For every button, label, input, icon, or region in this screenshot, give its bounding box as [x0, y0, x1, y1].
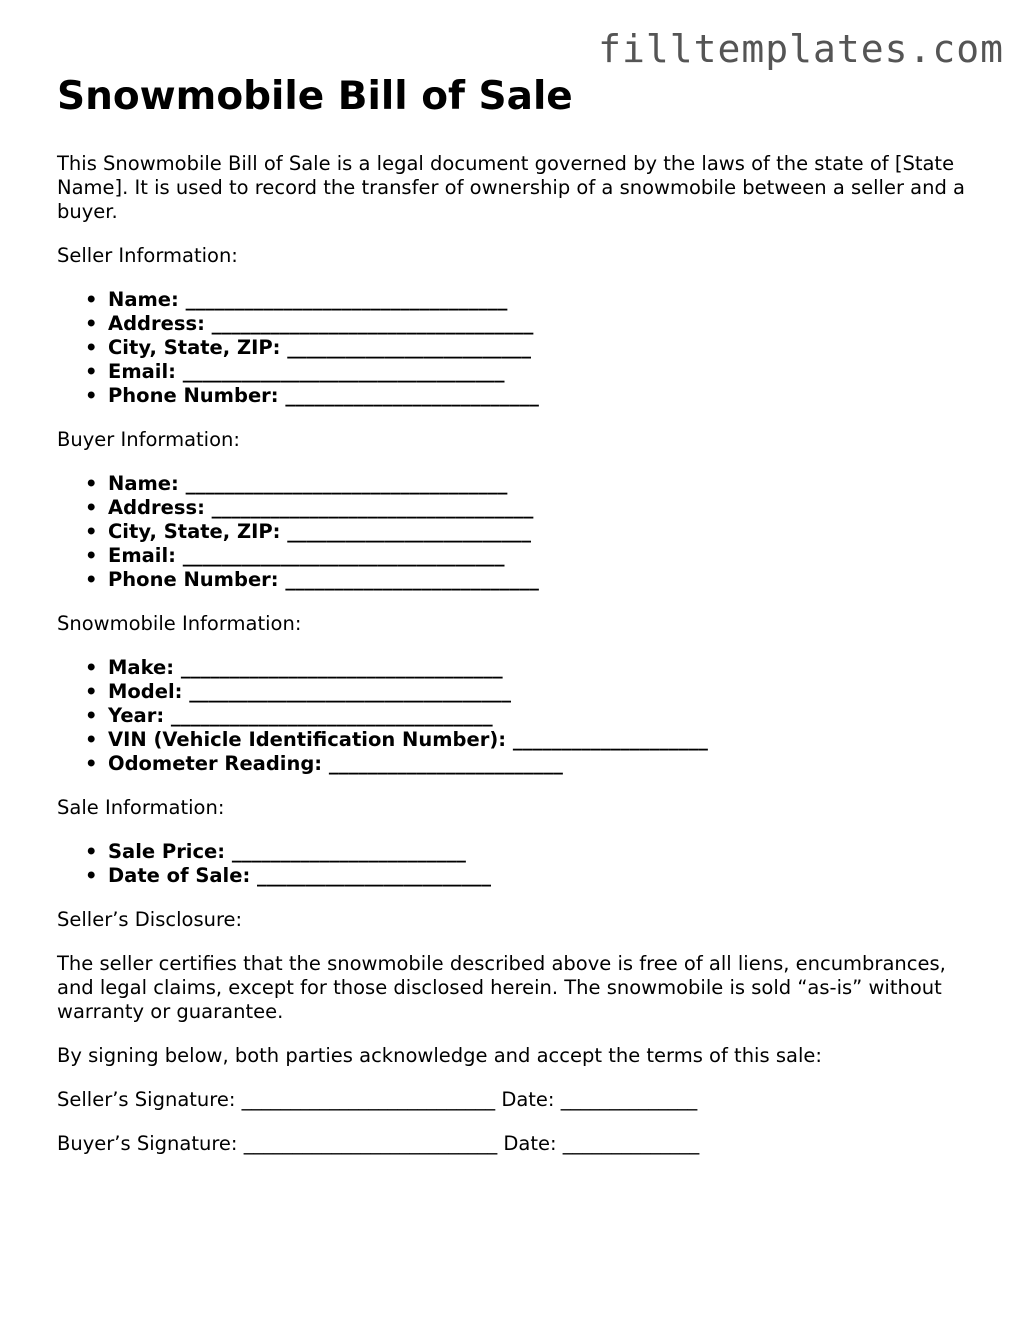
- buyer-phone-field[interactable]: • Phone Number: __________________________: [108, 568, 987, 592]
- buyer-section-heading: Buyer Information:: [57, 428, 240, 451]
- seller-signature-line[interactable]: Seller’s Signature: __________________________ Date: ______________: [57, 1088, 698, 1111]
- snowmobile-field-list: [57, 656, 987, 776]
- buyer-email-field[interactable]: • Email: _________________________________: [108, 544, 987, 568]
- seller-section-heading: Seller Information:: [57, 244, 238, 267]
- acknowledgement-paragraph: By signing below, both parties acknowledge and accept the terms of this sale:: [57, 1044, 822, 1067]
- buyer-signature-line[interactable]: Buyer’s Signature: __________________________ Date: ______________: [57, 1132, 700, 1155]
- seller-phone-field[interactable]: • Phone Number: __________________________: [108, 384, 987, 408]
- sale-price-field[interactable]: • Sale Price: ________________________: [108, 840, 987, 864]
- seller-name-field[interactable]: • Name: _________________________________: [108, 288, 987, 312]
- seller-field-list: [57, 288, 987, 408]
- buyer-address-field[interactable]: • Address: _________________________________: [108, 496, 987, 520]
- document-page: [57, 74, 987, 1176]
- page-title: Snowmobile Bill of Sale: [57, 74, 573, 119]
- intro-paragraph: This Snowmobile Bill of Sale is a legal document governed by the laws of the state of [State Name]. It is used to record the transfer of ownership of a snowmobile between a seller and a buyer.: [57, 152, 966, 223]
- sale-field-list: [57, 840, 987, 888]
- snowmobile-make-field[interactable]: • Make: _________________________________: [108, 656, 987, 680]
- snowmobile-model-field[interactable]: • Model: _________________________________: [108, 680, 987, 704]
- snowmobile-year-field[interactable]: • Year: _________________________________: [108, 704, 987, 728]
- snowmobile-section-heading: Snowmobile Information:: [57, 612, 302, 635]
- buyer-field-list: [57, 472, 987, 592]
- seller-email-field[interactable]: • Email: _________________________________: [108, 360, 987, 384]
- seller-address-field[interactable]: • Address: _________________________________: [108, 312, 987, 336]
- buyer-name-field[interactable]: • Name: _________________________________: [108, 472, 987, 496]
- sale-date-field[interactable]: • Date of Sale: ________________________: [108, 864, 987, 888]
- buyer-city-state-zip-field[interactable]: • City, State, ZIP: _________________________: [108, 520, 987, 544]
- disclosure-paragraph: The seller certifies that the snowmobile described above is free of all liens, encumbrances, and legal claims, except for those disclosed herein. The snowmobile is sold “as-is” without warranty or guarantee.: [57, 952, 946, 1023]
- seller-city-state-zip-field[interactable]: • City, State, ZIP: _________________________: [108, 336, 987, 360]
- watermark-logo: filltemplates.com: [598, 27, 1004, 71]
- snowmobile-odometer-field[interactable]: • Odometer Reading: ________________________: [108, 752, 987, 776]
- sale-section-heading: Sale Information:: [57, 796, 225, 819]
- snowmobile-vin-field[interactable]: • VIN (Vehicle Identification Number): ____________________: [108, 728, 987, 752]
- disclosure-section-heading: Seller’s Disclosure:: [57, 908, 243, 931]
